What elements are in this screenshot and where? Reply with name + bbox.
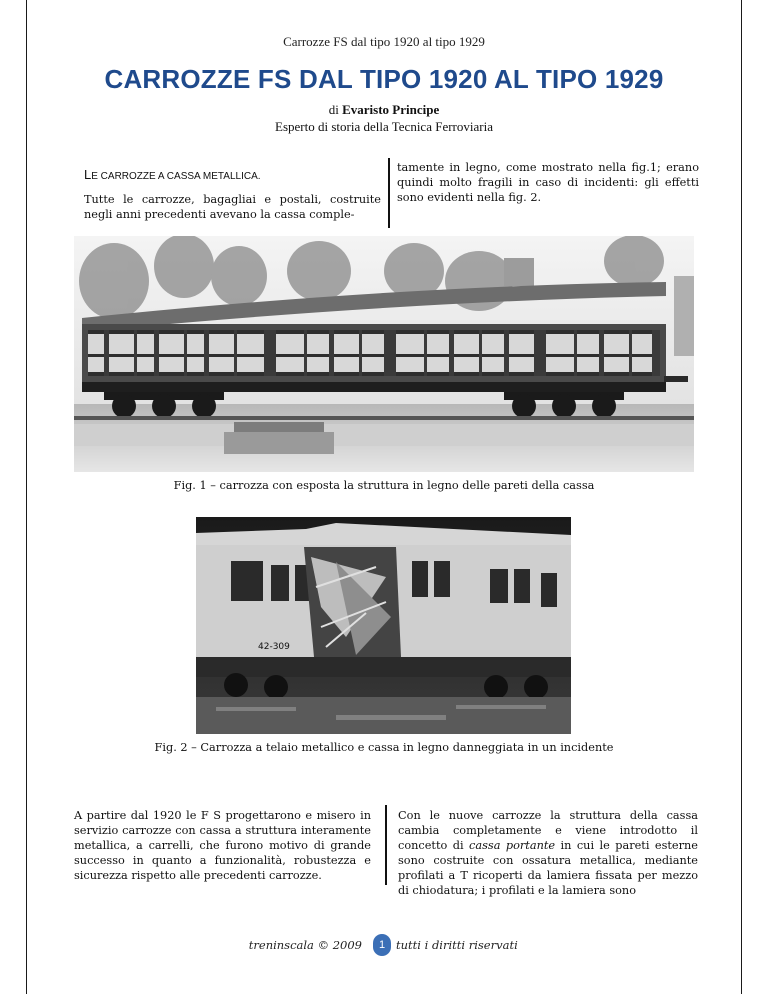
- figure-2-caption: Fig. 2 – Carrozza a telaio metallico e cassa in legno danneggiata in un incidente: [154, 741, 614, 754]
- footer-copyright: treninscala © 2009: [248, 938, 362, 952]
- figure-1-caption: Fig. 1 – carrozza con esposta la struttura in legno delle pareti della cassa: [173, 479, 595, 492]
- section-heading: LE CARROZZE A CASSA METALLICA.: [84, 167, 261, 182]
- column-left-bottom: [74, 808, 371, 883]
- running-head: Carrozze FS dal tipo 1920 al tipo 1929: [283, 34, 485, 49]
- column-right-bottom: [398, 808, 698, 898]
- page-title: CARROZZE FS DAL TIPO 1920 AL TIPO 1929: [104, 64, 664, 94]
- column-divider-bottom: [385, 805, 387, 885]
- column-left-top: [84, 167, 381, 222]
- figure-2-image: [196, 517, 571, 734]
- figure-1-photo: [74, 236, 694, 472]
- byline-prefix: di: [328, 102, 339, 117]
- paragraph-left-bottom: A partire dal 1920 le F S progettarono e misero in servizio carrozze con cassa a struttura interamente metallica, a carrelli, che furono motivo di grande successo in quanto a funzionalità, robustezza e sicurezza rispetto alle precedenti carrozze.: [74, 809, 371, 882]
- footer: [0, 934, 768, 958]
- figure-1-image: [74, 236, 694, 472]
- column-right-top: [397, 160, 699, 205]
- paragraph-left-top: Tutte le carrozze, bagagliai e postali, costruite negli anni precedenti avevano la cassa comple-: [84, 193, 381, 221]
- author-name: Evaristo Principe: [342, 102, 440, 117]
- car-number-label: 42-309: [258, 642, 290, 652]
- figure-2-photo: [196, 517, 571, 734]
- author-role: Esperto di storia della Tecnica Ferroviaria: [275, 119, 493, 134]
- footer-rights: tutti i diritti riservati: [396, 938, 518, 952]
- byline: [0, 101, 768, 135]
- paragraph-right-top: tamente in legno, come mostrato nella fig.1; erano quindi molto fragili in caso di incidenti: gli effetti sono evidenti nella fig. 2.: [397, 161, 699, 204]
- column-divider-top: [388, 158, 390, 228]
- paragraph-right-bottom: Con le nuove carrozze la struttura della cassa cambia completamente e viene introdotto il concetto di cassa portante in cui le pareti esterne sono costruite con ossatura metallica, mediante profilati a T ricoperti da lamiera fissata per mezzo di chiodatura; i profilati e la lamiera sono: [398, 809, 698, 897]
- emphasis-cassa-portante: cassa portante: [469, 839, 556, 852]
- page-number-badge: 1: [373, 934, 391, 956]
